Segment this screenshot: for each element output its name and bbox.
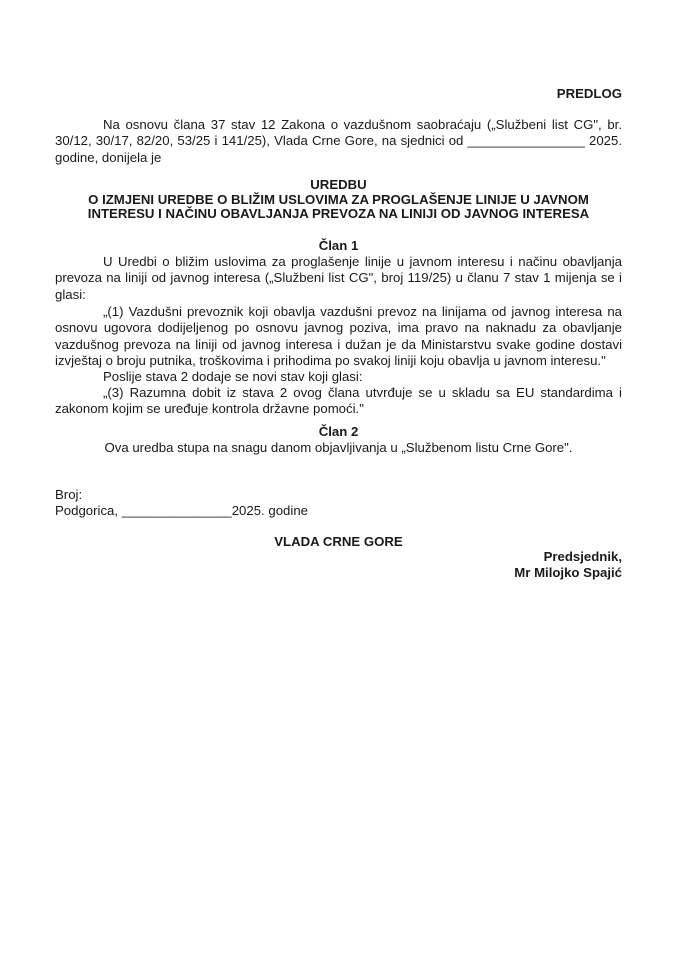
place-and-date: Podgorica, _______________2025. godine [55,503,308,518]
article-2-heading: Član 2 [318,424,359,439]
signatory-name: Mr Milojko Spajić [514,565,622,580]
issuing-authority: VLADA CRNE GORE [274,534,403,549]
article-1-paragraph-4: „(3) Razumna dobit iz stava 2 ovog člana utvrđuje se u skladu sa EU standardima i zakonom kojim se uređuje kontrola državne pomoći." [55,385,622,417]
article-2-paragraph-1: Ova uredba stupa na snagu danom objavljivanja u „Službenom listu Crne Gore". [104,440,573,455]
document-status-label: PREDLOG [556,86,622,101]
decree-title-line-3: INTERESU I NAČINU OBAVLJANJA PREVOZA NA LINIJI OD JAVNOG INTERESA [87,206,590,221]
decree-title-line-2: O IZMJENI UREDBE O BLIŽIM USLOVIMA ZA PROGLAŠENJE LINIJE U JAVNOM [88,191,589,207]
document-number-label: Broj: [55,487,83,502]
decree-title [55,178,622,222]
article-1-paragraph-1: U Uredbi o bližim uslovima za proglašenje linije u javnom interesu i načinu obavljanja prevoza na liniji od javnog interesa („Službeni list CG", broj 119/25) u članu 7 stav 1 mijenja se i glasi: [55,254,622,302]
article-1-paragraph-2: „(1) Vazdušni prevoznik koji obavlja vazdušni prevoz na linijama od javnog interesa na osnovu ugovora dodijeljenog po osnovu javnog poziva, ima pravo na naknadu za obavljanje vazdušnog prevoza na liniji od javnog interesa i dužan je da Ministarstvu svake godine dostavi izvještaj o broju putnika, troškovima i prihodima po svakoj liniji koju obavlja u javnom interesu." [55,304,622,368]
signatory-title: Predsjednik, [543,549,622,564]
preamble-paragraph: Na osnovu člana 37 stav 12 Zakona o vazdušnom saobraćaju („Službeni list CG", br. 30/12, 30/17, 82/20, 53/25 i 141/25), Vlada Crne Gore, na sjednici od ________________ 2025. godine, donijela je [55,117,622,165]
article-1-heading: Član 1 [318,238,359,253]
article-1-paragraph-3: Poslije stava 2 dodaje se novi stav koji glasi: [103,369,363,384]
decree-title-line-1: UREDBU [310,177,367,192]
